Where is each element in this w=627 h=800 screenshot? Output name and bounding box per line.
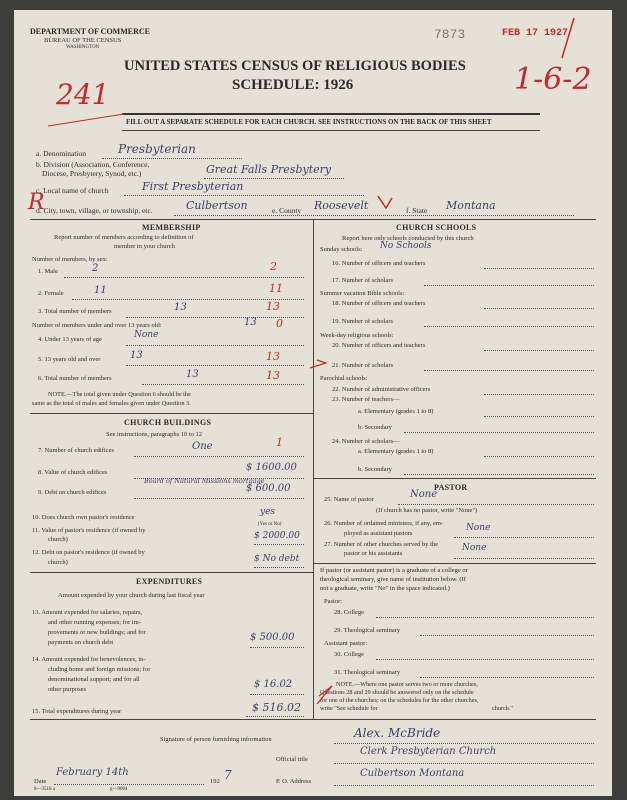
city-value: Culbertson — [186, 199, 248, 212]
q3-tally: 13 — [266, 300, 280, 313]
q25-sub: (If church has no pastor, write "None") — [376, 507, 478, 514]
bureau-name: BUREAU OF THE CENSUS — [44, 37, 122, 44]
q7-handwritten: One — [192, 441, 213, 452]
q9-note-handwritten: Board of Natural Missions mortgage — [144, 477, 265, 485]
q23b-label: b. Secondary — [358, 424, 392, 431]
q24-label: 24. Number of scholars— — [332, 438, 400, 445]
q31-label: 31. Theological seminary — [334, 669, 401, 676]
membership-heading: MEMBERSHIP — [142, 223, 201, 232]
state-label: f. State — [406, 206, 428, 215]
q15-label: 15. Total expenditures during year — [32, 708, 122, 715]
year-handwritten: 7 — [224, 768, 232, 782]
county-label: e. County — [272, 206, 302, 215]
q14-handwritten: $ 16.02 — [254, 679, 293, 690]
pastor-note-4: write "See schedule for — [320, 705, 378, 712]
po-address-handwritten: Culbertson Montana — [360, 768, 465, 779]
q12-label-2: church) — [48, 559, 68, 566]
q25-handwritten: None — [410, 489, 438, 500]
date-handwritten: February 14th — [56, 767, 129, 778]
signature-label: Signature of person furnishing information — [160, 736, 272, 743]
buildings-heading: CHURCH BUILDINGS — [124, 418, 212, 427]
q1-label: 1. Male — [38, 268, 58, 275]
state-value: Montana — [446, 199, 496, 212]
denomination-value: Presbyterian — [118, 142, 196, 156]
membership-intro-1: Report number of members according to definition of — [54, 234, 194, 241]
q26-label-1: 26. Number of ordained ministers, if any, em- — [324, 520, 444, 527]
q13-label-1: 13. Amount expended for salaries, repairs, — [32, 609, 143, 616]
q15-handwritten: $ 516.02 — [252, 701, 301, 714]
q5-tally: 13 — [266, 350, 280, 363]
pastor-note-5: church." — [492, 705, 513, 712]
q10-handwritten: yes — [260, 507, 276, 517]
q28-label: 28. College — [334, 609, 364, 616]
graduate-text-2: theological seminary, give name of institution below. (If — [320, 576, 466, 583]
q7-tally: 1 — [276, 436, 283, 449]
q24b-label: b. Secondary — [358, 466, 392, 473]
mark-right-stroke — [562, 18, 574, 58]
q11-label-2: church) — [48, 536, 68, 543]
mark-left-number: 241 — [56, 78, 110, 111]
parochial-label: Parochial schools: — [320, 375, 368, 382]
official-title-label: Official title — [276, 756, 308, 763]
q14-label-3: denominational support; and for all — [48, 676, 140, 683]
pastor-note-1: NOTE.—Where one pastor serves two or more churches, — [336, 681, 478, 688]
q16-label: 16. Number of officers and teachers — [332, 260, 426, 267]
age-handwritten: 13 — [244, 317, 257, 328]
schools-intro: Report here only schools conducted by this church — [342, 235, 474, 242]
expenditures-heading: EXPENDITURES — [136, 577, 203, 586]
q10-label: 10. Does church own pastor's residence — [32, 514, 135, 521]
pastor-note-3: for one of the churches; on the schedules for the other churches, — [320, 697, 479, 704]
q14-label-4: other purposes — [48, 686, 87, 693]
sunday-label: Sunday schools: — [320, 246, 363, 253]
local-name-value: First Presbyterian — [142, 180, 244, 193]
q13-handwritten: $ 500.00 — [250, 632, 295, 643]
weekday-label: Week-day religious schools: — [320, 332, 394, 339]
q1-handwritten: 2 — [92, 263, 99, 274]
county-value: Roosevelt — [314, 199, 369, 212]
mark-r: R — [28, 190, 45, 215]
q21-label: 21. Number of scholars — [332, 362, 394, 369]
q26-handwritten: None — [466, 523, 491, 533]
q8-handwritten: $ 1600.00 — [246, 462, 297, 473]
q25-label: 25. Name of pastor — [324, 496, 374, 503]
mark-right-code: 1-6-2 — [514, 62, 592, 97]
q26-label-2: ployed as assistant pastors — [344, 530, 413, 537]
q27-handwritten: None — [462, 543, 487, 553]
q22-label: 22. Number of administrative officers — [332, 386, 431, 393]
q6-label: 6. Total number of members — [38, 375, 112, 382]
q17-label: 17. Number of scholars — [332, 277, 394, 284]
membership-intro-2: member in your church — [114, 243, 175, 250]
assistant-sublabel: Assistant pastor: — [324, 640, 368, 647]
official-title-handwritten: Clerk Presbyterian Church — [360, 746, 497, 757]
q14-label-2: cluding home and foreign missions; for — [48, 666, 151, 673]
q24a-label: a. Elementary (grades 1 to 8) — [358, 448, 434, 455]
schools-heading: CHURCH SCHOOLS — [396, 223, 477, 232]
sunday-handwritten: No Schools — [380, 241, 432, 251]
expenditures-intro: Amount expended by your church during last fiscal year — [58, 592, 205, 599]
summer-label: Summer vacation Bible schools: — [320, 290, 405, 297]
q13-label-3: provements or new buildings; and for — [48, 629, 146, 636]
age-label: Number of members under and over 13 years old: — [32, 322, 162, 329]
form-number: 8—3518 a — [34, 787, 55, 792]
po-address-label: P. O. Address — [276, 778, 312, 785]
q2-label: 2. Female — [38, 290, 64, 297]
bureau-city: WASHINGTON — [66, 45, 100, 50]
red-check-marks — [14, 10, 612, 796]
q8-label: 8. Value of church edifices — [38, 469, 108, 476]
membership-note-2: same as the total of males and females given under Question 3. — [32, 400, 191, 407]
q5-label: 5. 13 years old and over — [38, 356, 101, 363]
graduate-text-1: If pastor (or assistant pastor) is a graduate of a college or — [320, 567, 468, 574]
q4-label: 4. Under 13 years of age — [38, 336, 102, 343]
q13-label-4: payments on church debt — [48, 639, 114, 646]
graduate-text-3: not a graduate, write "No" in the space indicated.) — [320, 585, 450, 592]
q12-handwritten: $ No debt — [254, 554, 300, 564]
division-label-2: Diocese, Presbytery, Synod, etc.) — [42, 169, 142, 178]
q14-label-1: 14. Amount expended for benevolences, in- — [32, 656, 146, 663]
pastor-sublabel: Pastor: — [324, 598, 343, 605]
mark-left-stroke — [48, 114, 124, 126]
q3-label: 3. Total number of members — [38, 308, 112, 315]
pastor-note-2: Questions 28 and 29 should be answered only on the schedule — [320, 689, 474, 696]
q12-label-1: 12. Debt on pastor's residence (if owned by — [32, 549, 145, 556]
q9-label: 9. Debt on church edifices — [38, 489, 107, 496]
division-label-1: b. Division (Association, Conference, — [36, 160, 150, 169]
q30-label: 30. College — [334, 651, 364, 658]
q2-tally: 11 — [269, 282, 283, 295]
dept-name: DEPARTMENT OF COMMERCE — [30, 27, 151, 36]
q11-handwritten: $ 2000.00 — [254, 531, 300, 541]
received-date-stamp: FEB 17 1927 — [502, 28, 569, 39]
buildings-intro: See instructions, paragraphs 10 to 12 — [106, 431, 203, 438]
q7-label: 7. Number of church edifices — [38, 447, 114, 454]
division-value: Great Falls Presbytery — [206, 163, 332, 176]
pastor-heading: PASTOR — [434, 483, 468, 492]
check-mark-county — [378, 196, 392, 208]
q19-label: 19. Number of scholars — [332, 318, 394, 325]
city-label: d. City, town, village, or township, etc. — [36, 206, 153, 215]
q20-label: 20. Number of officers and teachers — [332, 342, 426, 349]
q18-label: 18. Number of officers and teachers — [332, 300, 426, 307]
year-prefix: 192 — [210, 778, 220, 785]
q2-handwritten: 11 — [94, 285, 107, 296]
q10-sub: (Yes or No) — [258, 522, 282, 527]
q6-tally: 13 — [266, 369, 280, 382]
serial-number: 7873 — [434, 27, 466, 42]
check-mark-membership — [310, 360, 326, 368]
q23-label: 23. Number of teachers— — [332, 396, 400, 403]
signature-handwritten: Alex. McBride — [354, 726, 441, 740]
date-label: Date — [34, 778, 47, 785]
gpo-number: g—9004 — [110, 787, 128, 792]
form-title: UNITED STATES CENSUS OF RELIGIOUS BODIES — [124, 58, 466, 74]
schedule-title: SCHEDULE: 1926 — [232, 77, 354, 93]
instruction-line: FILL OUT A SEPARATE SCHEDULE FOR EACH CHURCH. SEE INSTRUCTIONS ON THE BACK OF THIS SHEET — [126, 118, 492, 126]
q5-handwritten: 13 — [130, 350, 143, 361]
q29-label: 29. Theological seminary — [334, 627, 401, 634]
by-sex-label: Number of members, by sex: — [32, 256, 108, 263]
census-schedule-sheet — [14, 10, 612, 796]
local-name-label: c. Local name of church — [36, 186, 109, 195]
q11-label-1: 11. Value of pastor's residence (if owned by — [32, 527, 146, 534]
q4-handwritten: None — [134, 330, 159, 340]
q27-label-2: pastor or his assistants — [344, 550, 403, 557]
check-mark-expenditures — [317, 686, 332, 704]
denomination-label: a. Denomination — [36, 149, 86, 158]
q9-handwritten: $ 600.00 — [246, 483, 291, 494]
q13-label-2: and other running expenses; for im- — [48, 619, 141, 626]
age-tally: 0 — [276, 317, 283, 330]
q3-handwritten: 13 — [174, 302, 187, 313]
membership-note-1: NOTE.—The total given under Question 6 should be the — [48, 391, 191, 398]
q27-label-1: 27. Number of other churches served by the — [324, 541, 439, 548]
q23a-label: a. Elementary (grades 1 to 8) — [358, 408, 434, 415]
q6-handwritten: 13 — [186, 369, 199, 380]
q1-tally: 2 — [270, 260, 277, 273]
